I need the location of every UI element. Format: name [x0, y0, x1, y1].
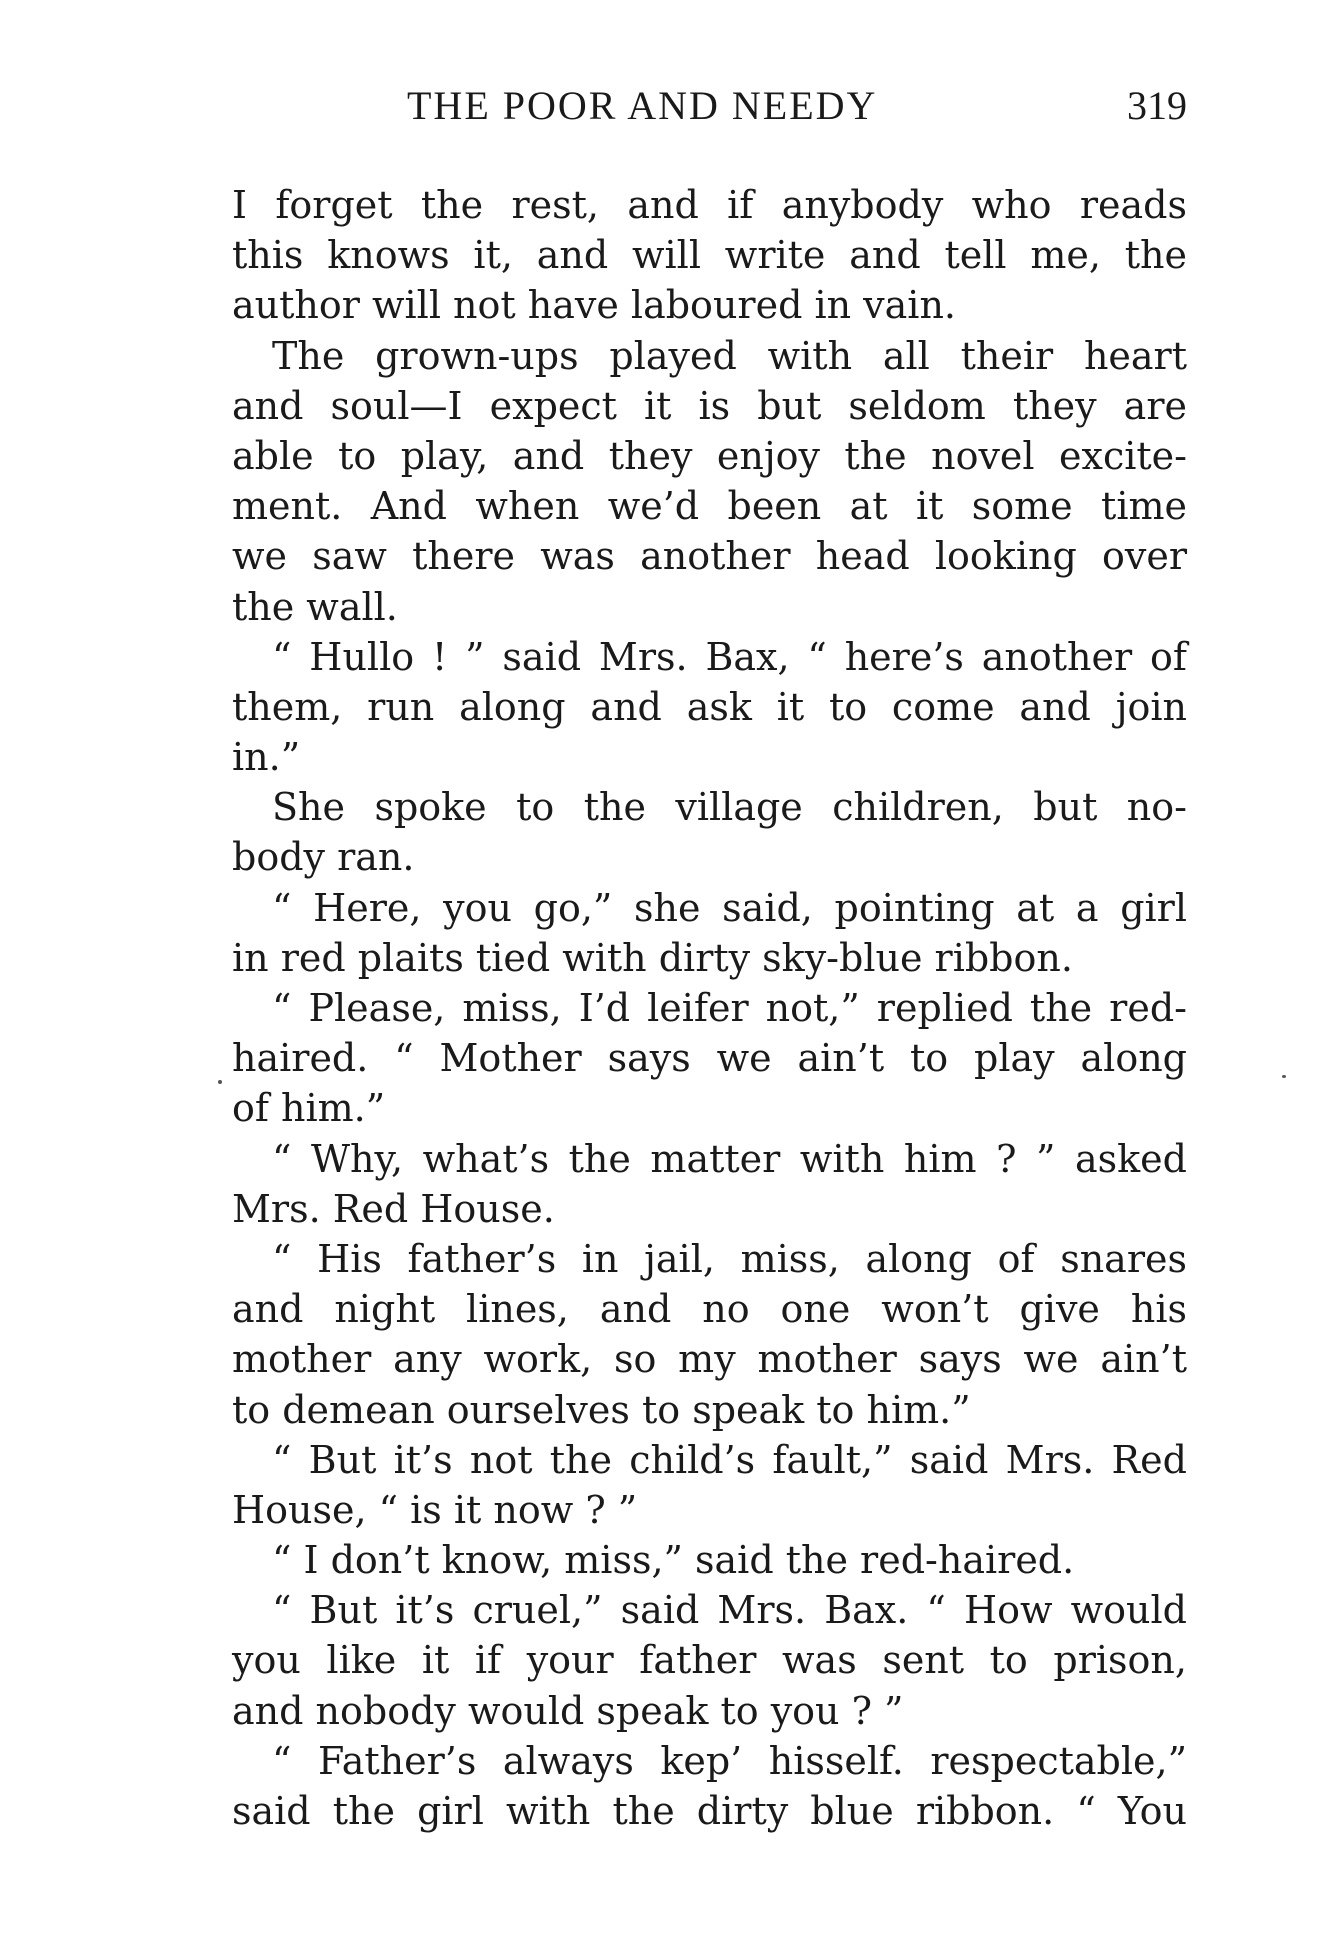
text-line: and soul—I expect it is but seldom they are: [232, 383, 1187, 428]
text-line: in.”: [232, 735, 301, 780]
text-line: I forget the rest, and if anybody who reads: [232, 183, 1187, 227]
text-line: you like it if your father was sent to prison,: [232, 1638, 1187, 1683]
text-line: author will not have laboured in vain.: [232, 283, 957, 328]
scan-speck: [218, 1080, 222, 1084]
text-line: Mrs. Red House.: [232, 1186, 555, 1231]
text-line: the wall.: [232, 584, 398, 629]
text-line: She spoke to the village children, but no-: [272, 785, 1187, 830]
text-line: and nobody would speak to you ? ”: [232, 1688, 904, 1733]
text-line: in red plaits tied with dirty sky-blue ribbon.: [232, 935, 1073, 980]
running-header: [232, 70, 1187, 130]
body-text: [232, 180, 1187, 1836]
text-line: House, “ is it now ? ”: [232, 1487, 638, 1532]
text-line: The grown-ups played with all their heart: [272, 333, 1187, 378]
text-line: them, run along and ask it to come and join: [232, 684, 1187, 729]
text-line: ment. And when we’d been at it some time: [232, 484, 1187, 529]
text-line: “ Hullo ! ” said Mrs. Bax, “ here’s another of: [272, 634, 1187, 679]
text-line: “ Please, miss, I’d leifer not,” replied the red-: [272, 986, 1187, 1030]
scan-speck: [1282, 1075, 1286, 1078]
running-title: THE POOR AND NEEDY: [407, 83, 878, 128]
text-line: “ But it’s not the child’s fault,” said Mrs. Red: [272, 1437, 1187, 1482]
text-line: haired. “ Mother says we ain’t to play along: [232, 1036, 1187, 1081]
text-line: able to play, and they enjoy the novel excite-: [232, 433, 1187, 478]
text-line: this knows it, and will write and tell me, the: [232, 233, 1187, 278]
text-line: of him.”: [232, 1086, 386, 1131]
page-number: 319: [1127, 83, 1187, 128]
text-line: “ I don’t know, miss,” said the red-haired.: [272, 1538, 1075, 1583]
text-line: “ His father’s in jail, miss, along of snares: [272, 1236, 1187, 1281]
text-line: said the girl with the dirty blue ribbon. “ You: [232, 1789, 1187, 1833]
text-line: “ Here, you go,” she said, pointing at a girl: [272, 885, 1187, 930]
text-line: “ But it’s cruel,” said Mrs. Bax. “ How would: [272, 1588, 1187, 1633]
text-line: “ Father’s always kep’ hisself. respectable,”: [272, 1738, 1187, 1783]
text-line: mother any work, so my mother says we ain’t: [232, 1337, 1187, 1382]
text-line: “ Why, what’s the matter with him ? ” asked: [272, 1136, 1187, 1181]
text-line: body ran.: [232, 835, 415, 880]
text-line: and night lines, and no one won’t give his: [232, 1287, 1187, 1332]
text-line: to demean ourselves to speak to him.”: [232, 1387, 971, 1432]
text-line: we saw there was another head looking over: [232, 534, 1187, 579]
